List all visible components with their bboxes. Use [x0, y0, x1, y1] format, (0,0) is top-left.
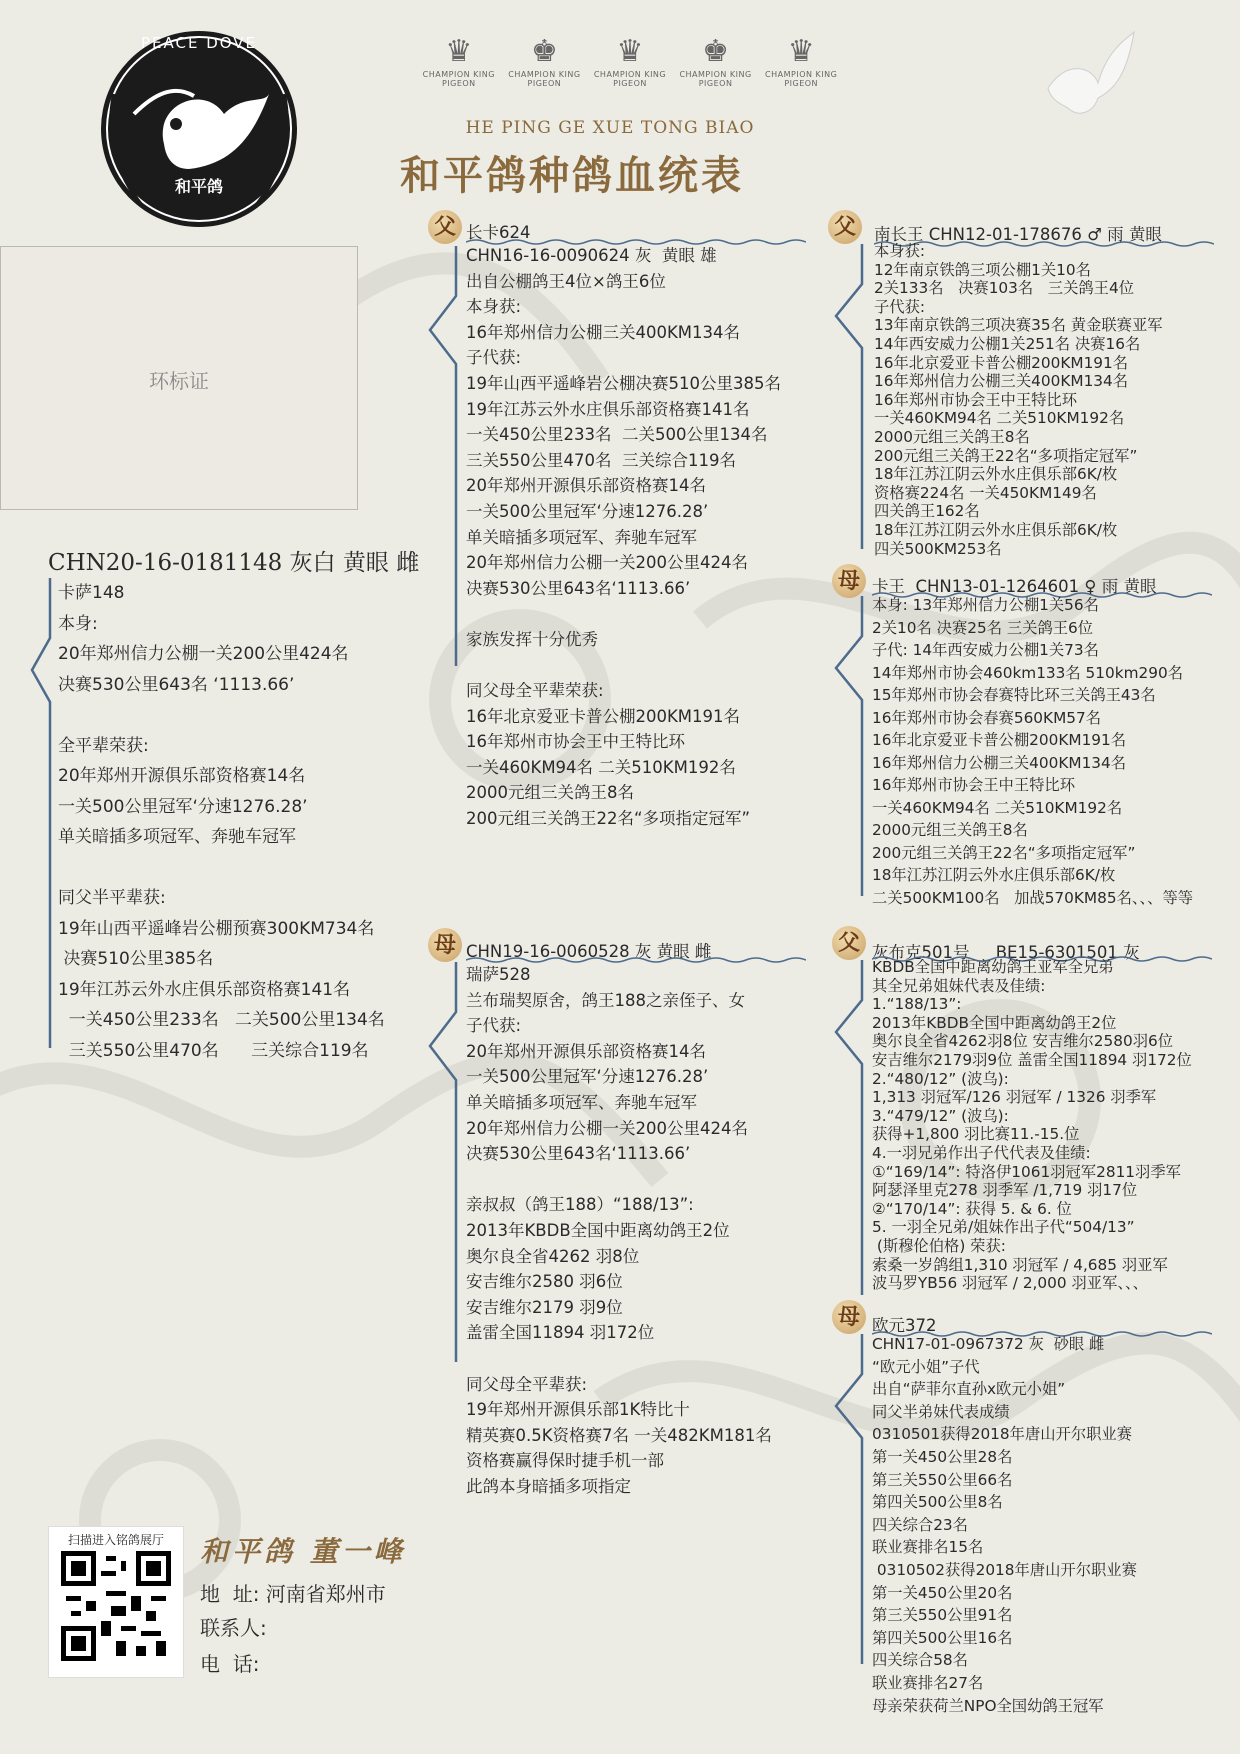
- sire-sire-name: 南长王 CHN12-01-178676 ♂ 雨 黄眼: [874, 225, 1162, 244]
- sire-dam-brace: [830, 596, 870, 896]
- page-title: 和平鸽种鸽血统表: [400, 152, 744, 199]
- dam-tag: 母: [428, 928, 462, 962]
- crown-emblem: ♚ CHAMPION KING PIGEON: [677, 34, 755, 88]
- dam-sire-tag: 父: [832, 926, 866, 960]
- qr-code-card[interactable]: [48, 1526, 184, 1678]
- phone: 电 话:: [200, 1652, 260, 1676]
- crown-icon: ♚: [530, 34, 558, 69]
- qr-code-icon: [61, 1551, 171, 1661]
- sire-dam-tag: 母: [832, 564, 866, 598]
- crown-icon: ♛: [445, 34, 473, 69]
- subject-headline: CHN20-16-0181148 灰白 黄眼 雌: [48, 550, 420, 576]
- dam-dam-brace: [830, 1334, 870, 1664]
- sire-sire-details: 本身获: 12年南京铁鸽三项公棚1关10名 2关133名 决赛103名 三关鸽王4位 子代获: 13年南京铁鸽三项决赛35名 黄金联赛亚军 14年西安威力公棚1关251名 决赛16名 16年北京爱亚卡普公棚200KM191名 16年郑州信力公棚三关400KM134名 16年郑州市协会王中王特比环 一关460KM94名 二关510KM192名 2000元组三关鸽王8名 200元组三关鸽王22名“多项指定冠军” 18年江苏江阴云外水庄俱乐部6K/枚 资格赛224名 一关450KM149名 四关鸽王162名 18年江苏江阴云外水庄俱乐部6K/枚 四关500KM253名: [874, 242, 1163, 558]
- contact-person: 联系人:: [200, 1616, 267, 1640]
- dam-details: 瑞萨528 兰布瑞契原舍，鸽王188之亲侄子、女 子代获: 20年郑州开源俱乐部资格赛14名 一关500公里冠军‘分速1276.28’ 单关暗插多项冠军、奔驰车冠军 20年郑州信力公棚一关200公里424名 决赛530公里643名‘1113.66’ 亲叔叔（鸽王188）“188/13”: 2013年KBDB全国中距离幼鸽王2位 奥尔良全省4262 羽8位 安吉维尔2580 羽6位 安吉维尔2179 羽9位 盖雷全国11894 羽172位 同父母全平辈获: 19年郑州开源俱乐部1K特比十 精英赛0.5K资格赛7名 一关482KM181名 资格赛赢得保时捷手机一部 此鸽本身暗插多项指定: [466, 965, 772, 1496]
- sire-tag: 父: [428, 210, 462, 244]
- ring-certificate-box: [0, 246, 358, 510]
- qr-caption: 扫描进入铭鸽展厅: [67, 1533, 164, 1547]
- logo-center-text: 和平鸽: [174, 177, 223, 196]
- sire-name: 长卡624: [466, 223, 531, 242]
- dam-dam-tag: 母: [832, 1300, 866, 1334]
- sire-sire-tag: 父: [828, 210, 862, 244]
- signature: 和平鸽 董一峰: [200, 1535, 406, 1568]
- sire-dam-name: 卡王 CHN13-01-1264601 ♀ 雨 黄眼: [872, 577, 1157, 596]
- subject-brace: [28, 578, 58, 1048]
- sire-dam-details: 本身: 13年郑州信力公棚1关56名 2关10名 决赛25名 三关鸽王6位 子代: 14年西安威力公棚1关73名 14年郑州市协会460km133名 510km290名 15年郑州市协会春赛特比环三关鸽王43名 16年郑州市协会春赛560KM57名 16年北京爱亚卡普公棚200KM191名 16年郑州信力公棚三关400KM134名 16年郑州市协会王中王特比环 一关460KM94名 二关510KM192名 2000元组三关鸽王8名 200元组三关鸽王22名“多项指定冠军” 18年江苏江阴云外水庄俱乐部6K/枚 二关500KM100名 加战570KM85名、、、等等: [872, 596, 1194, 907]
- sire-details: CHN16-16-0090624 灰 黄眼 雄 出自公棚鸽王4位×鸽王6位 本身获: 16年郑州信力公棚三关400KM134名 子代获: 19年山西平遥峰岩公棚决赛510公里385名 19年江苏云外水庄俱乐部资格赛141名 一关450公里233名 二关500公里134名 三关550公里470名 三关综合119名 20年郑州开源俱乐部资格赛14名 一关500公里冠军‘分速1276.28’ 单关暗插多项冠军、奔驰车冠军 20年郑州信力公棚一关200公里424名 决赛530公里643名‘1113.66’ 家族发挥十分优秀 同父母全平辈荣获: 16年北京爱亚卡普公棚200KM191名 16年郑州市协会王中王特比环 一关460KM94名 二关510KM192名 2000元组三关鸽王8名 200元组三关鸽王22名“多项指定冠军”: [466, 246, 781, 829]
- crown-emblem: ♛ CHAMPION KING PIGEON: [591, 34, 669, 88]
- dam-dam-name: 欧元372: [872, 1316, 937, 1335]
- address: 地 址: 河南省郑州市: [200, 1582, 386, 1606]
- crown-icon: ♛: [616, 34, 644, 69]
- crown-emblem: ♛ CHAMPION KING PIGEON: [420, 34, 498, 88]
- crown-icon: ♛: [787, 34, 815, 69]
- subject-details: 卡萨148 本身: 20年郑州信力公棚一关200公里424名 决赛530公里643名 ‘1113.66’ 全平辈荣获: 20年郑州开源俱乐部资格赛14名 一关500公里冠军‘分速1276.28’ 单关暗插多项冠军、奔驰车冠军 同父半平辈获: 19年山西平遥峰岩公棚预赛300KM734名 决赛510公里385名 19年江苏云外水庄俱乐部资格赛141名 一关450公里233名 二关500公里134名 三关550公里470名 三关综合119名: [58, 583, 385, 1061]
- peace-dove-logo: [94, 24, 304, 234]
- crown-emblems: [420, 34, 840, 88]
- crown-emblem: ♚ CHAMPION KING PIGEON: [506, 34, 584, 88]
- crown-icon: ♚: [702, 34, 730, 69]
- sire-brace: [424, 246, 464, 666]
- crown-emblem: ♛ CHAMPION KING PIGEON: [762, 34, 840, 88]
- dam-name: CHN19-16-0060528 灰 黄眼 雌: [466, 942, 712, 961]
- sire-sire-brace: [830, 244, 870, 549]
- logo-top-text: PEACE DOVE: [140, 34, 258, 52]
- dam-sire-details: KBDB全国中距离幼鸽王亚军全兄弟 其全兄弟姐妹代表及佳绩: 1.“188/13”: 2013年KBDB全国中距离幼鸽王2位 奥尔良全省4262羽8位 安吉维尔2580羽6位 安吉维尔2179羽9位 盖雷全国11894 羽172位 2.“480/12” (波乌): 1,313 羽冠军/126 羽冠军 / 1326 羽季军 3.“479/12” (波乌): 获得+1,800 羽比赛11.-15.位 4.一羽兄弟作出子代代表及佳绩: ①“169/14”: 特洛伊1061羽冠军2811羽季军 阿瑟泽里克278 羽季军 /1,719 羽17位 ②“170/14”: 获得 5. & 6. 位 5. 一羽全兄弟/姐妹作出子代“504/13” (斯穆伦伯格) 荣获: 索桑一岁鸽组1,310 羽冠军 / 4,685 羽亚军 波马罗YB56 羽冠军 / 2,000 羽亚军、、、: [872, 958, 1192, 1293]
- dam-brace: [424, 962, 464, 1362]
- title-pinyin: HE PING GE XUE TONG BIAO: [465, 118, 755, 138]
- ring-certificate-label: 环标证: [149, 369, 209, 393]
- dam-sire-name: 灰布克501号 BE15-6301501 灰: [872, 943, 1140, 962]
- dam-dam-details: CHN17-01-0967372 灰 砂眼 雌 “欧元小姐”子代 出自“萨菲尔直孙x欧元小姐” 同父半弟妹代表成绩 0310501获得2018年唐山开尔职业赛 第一关450公里28名 第三关550公里66名 第四关500公里8名 四关综合23名 联业赛排名15名 0310502获得2018年唐山开尔职业赛 第一关450公里20名 第三关550公里91名 第四关500公里16名 四关综合58名 联业赛排名27名 母亲荣获荷兰NPO全国幼鸽王冠军: [872, 1335, 1137, 1715]
- dam-sire-brace: [830, 960, 870, 1295]
- dove-icon: [1038, 28, 1138, 123]
